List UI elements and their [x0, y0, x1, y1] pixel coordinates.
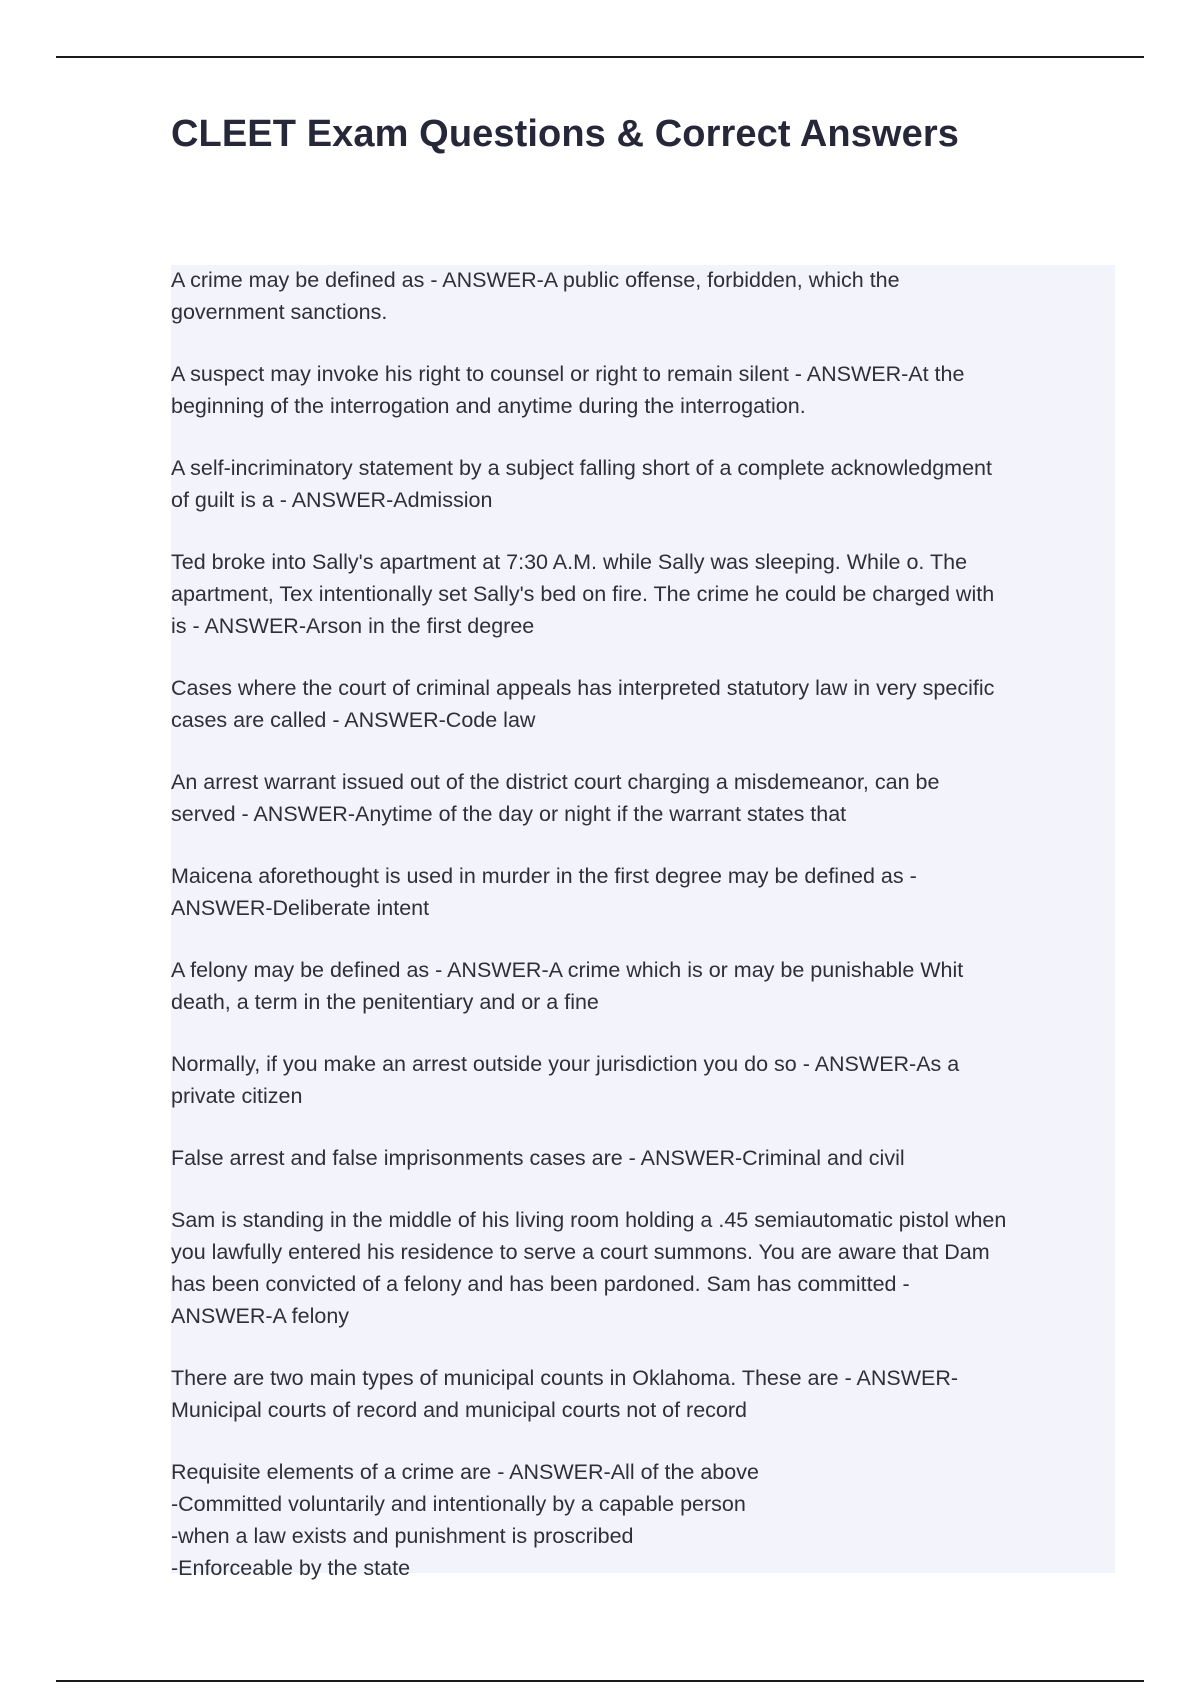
qa-line: Maicena aforethought is used in murder in the first degree may be defined as - — [171, 864, 917, 888]
qa-line: Sam is standing in the middle of his living room holding a .45 semiautomatic pistol when — [171, 1208, 1007, 1232]
qa-item — [171, 1204, 1121, 1332]
qa-item — [171, 1048, 1121, 1112]
qa-line: -when a law exists and punishment is proscribed — [171, 1524, 634, 1548]
qa-item — [171, 954, 1121, 1018]
qa-line: Municipal courts of record and municipal courts not of record — [171, 1398, 747, 1422]
qa-item — [171, 860, 1121, 924]
qa-item — [171, 546, 1121, 642]
qa-line: Requisite elements of a crime are - ANSWER-All of the above — [171, 1460, 759, 1484]
qa-line: ANSWER-Deliberate intent — [171, 896, 430, 920]
qa-line: private citizen — [171, 1084, 303, 1108]
qa-item — [171, 264, 1121, 328]
qa-item — [171, 452, 1121, 516]
qa-line: -Enforceable by the state — [171, 1556, 411, 1580]
bottom-rule — [56, 1680, 1144, 1682]
qa-line: of guilt is a - ANSWER-Admission — [171, 488, 493, 512]
qa-line: Cases where the court of criminal appeals has interpreted statutory law in very specific — [171, 676, 995, 700]
qa-line: ANSWER-A felony — [171, 1304, 350, 1328]
qa-line: cases are called - ANSWER-Code law — [171, 708, 536, 732]
qa-line: A suspect may invoke his right to counsel or right to remain silent - ANSWER-At the — [171, 362, 965, 386]
qa-item — [171, 1456, 1121, 1584]
qa-line: Normally, if you make an arrest outside your jurisdiction you do so - ANSWER-As a — [171, 1052, 960, 1076]
page-title: CLEET Exam Questions & Correct Answers — [171, 113, 959, 155]
qa-item — [171, 1142, 1121, 1174]
qa-list — [171, 264, 1121, 1614]
qa-line: False arrest and false imprisonments cases are - ANSWER-Criminal and civil — [171, 1146, 905, 1170]
qa-line: -Committed voluntarily and intentionally by a capable person — [171, 1492, 746, 1516]
qa-line: A felony may be defined as - ANSWER-A crime which is or may be punishable Whit — [171, 958, 964, 982]
qa-line: government sanctions. — [171, 300, 388, 324]
qa-item — [171, 766, 1121, 830]
qa-line: A self-incriminatory statement by a subject falling short of a complete acknowledgment — [171, 456, 992, 480]
qa-item — [171, 1362, 1121, 1426]
qa-line: has been convicted of a felony and has been pardoned. Sam has committed - — [171, 1272, 910, 1296]
qa-line: An arrest warrant issued out of the district court charging a misdemeanor, can be — [171, 770, 940, 794]
qa-line: served - ANSWER-Anytime of the day or night if the warrant states that — [171, 802, 847, 826]
qa-line: Ted broke into Sally's apartment at 7:30 A.M. while Sally was sleeping. While o. The — [171, 550, 968, 574]
qa-line: beginning of the interrogation and anytime during the interrogation. — [171, 394, 806, 418]
qa-line: apartment, Tex intentionally set Sally's bed on fire. The crime he could be charged with — [171, 582, 995, 606]
top-rule — [56, 56, 1144, 58]
qa-line: is - ANSWER-Arson in the first degree — [171, 614, 535, 638]
qa-line: death, a term in the penitentiary and or a fine — [171, 990, 599, 1014]
qa-line: you lawfully entered his residence to serve a court summons. You are aware that Dam — [171, 1240, 990, 1264]
qa-line: There are two main types of municipal counts in Oklahoma. These are - ANSWER- — [171, 1366, 959, 1390]
qa-item — [171, 672, 1121, 736]
qa-line: A crime may be defined as - ANSWER-A public offense, forbidden, which the — [171, 268, 900, 292]
qa-item — [171, 358, 1121, 422]
